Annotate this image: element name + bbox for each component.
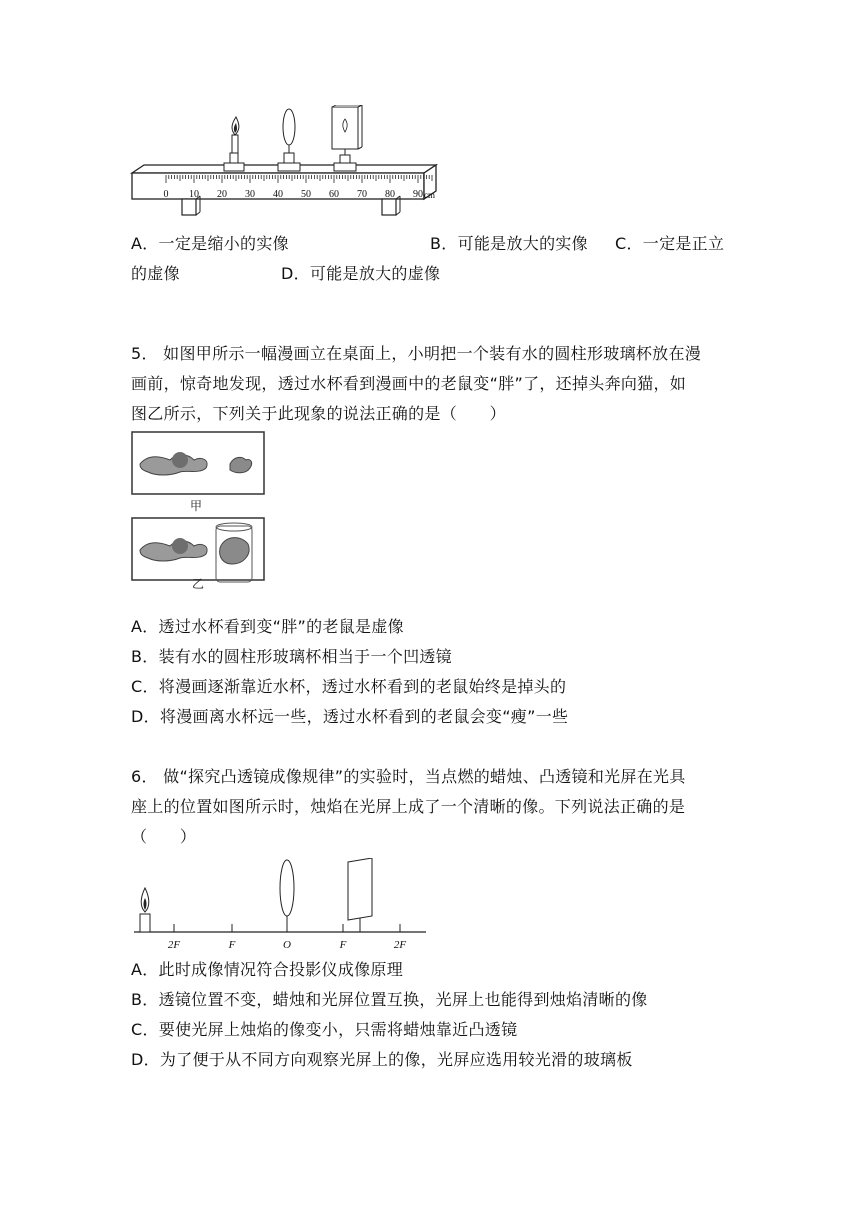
q4-option-c: C．一定是正立 bbox=[615, 234, 725, 253]
ruler-label: 0 bbox=[163, 189, 169, 200]
q5-option-a: A．透过水杯看到变“胖”的老鼠是虚像 bbox=[131, 617, 404, 636]
cartoon-figure bbox=[130, 430, 270, 590]
q5-option-c: C．将漫画逐渐靠近水杯，透过水杯看到的老鼠始终是掉头的 bbox=[131, 677, 567, 696]
q5-stem-line-2: 画前，惊奇地发现，透过水杯看到漫画中的老鼠变“胖”了，还掉头奔向猫，如 bbox=[131, 374, 687, 393]
ruler-label: 80 bbox=[385, 189, 395, 200]
ruler-label: 50 bbox=[301, 189, 311, 200]
q6-option-a: A．此时成像情况符合投影仪成像原理 bbox=[131, 960, 404, 979]
q6-stem-line-1: 6． 做“探究凸透镜成像规律”的实验时，当点燃的蜡烛、凸透镜和光屏在光具 bbox=[131, 767, 686, 786]
axis-label-f-left: F bbox=[228, 939, 236, 951]
axis-label-2f-right: 2F bbox=[393, 939, 407, 951]
q5-stem-line-1: 5． 如图甲所示一幅漫画立在桌面上，小明把一个装有水的圆柱形玻璃杯放在漫 bbox=[131, 344, 702, 363]
axis-label-f-right: F bbox=[339, 939, 347, 951]
optical-bench-figure bbox=[126, 105, 446, 225]
axis-label-2f-left: 2F bbox=[167, 939, 181, 951]
ruler-label: 10 bbox=[189, 189, 199, 200]
ruler-label: 20 bbox=[217, 189, 227, 200]
bench-unit: cm bbox=[424, 190, 435, 200]
ruler-label: 30 bbox=[245, 189, 255, 200]
ruler-label: 90 bbox=[413, 189, 423, 200]
q4-option-b: B．可能是放大的实像 bbox=[430, 234, 588, 253]
fig-label-jia: 甲 bbox=[189, 499, 203, 513]
q5-option-d: D．将漫画离水杯远一些，透过水杯看到的老鼠会变“瘦”一些 bbox=[131, 707, 569, 726]
q5-stem-line-3: 图乙所示，下列关于此现象的说法正确的是（ ） bbox=[131, 404, 506, 423]
q6-option-c: C．要使光屏上烛焰的像变小，只需将蜡烛靠近凸透镜 bbox=[131, 1020, 518, 1039]
q4-option-a: A．一定是缩小的实像 bbox=[131, 234, 289, 253]
q4-option-c-continued: 的虚像 bbox=[131, 264, 180, 283]
axis-label-o: O bbox=[283, 939, 291, 951]
q6-stem-line-2: 座上的位置如图所示时，烛焰在光屏上成了一个清晰的像。下列说法正确的是 bbox=[131, 797, 686, 816]
ruler-label: 70 bbox=[357, 189, 367, 200]
q5-option-b: B．装有水的圆柱形玻璃杯相当于一个凹透镜 bbox=[131, 647, 452, 666]
fig-label-yi: 乙 bbox=[191, 577, 205, 590]
ruler-label: 40 bbox=[273, 189, 283, 200]
lens-setup-figure bbox=[130, 858, 430, 958]
q6-option-b: B．透镜位置不变，蜡烛和光屏位置互换，光屏上也能得到烛焰清晰的像 bbox=[131, 990, 648, 1009]
q6-stem-line-3: （ ） bbox=[131, 827, 197, 846]
q4-option-d: D．可能是放大的虚像 bbox=[281, 264, 441, 283]
q6-option-d: D．为了便于从不同方向观察光屏上的像，光屏应选用较光滑的玻璃板 bbox=[131, 1050, 633, 1069]
ruler-label: 60 bbox=[329, 189, 339, 200]
